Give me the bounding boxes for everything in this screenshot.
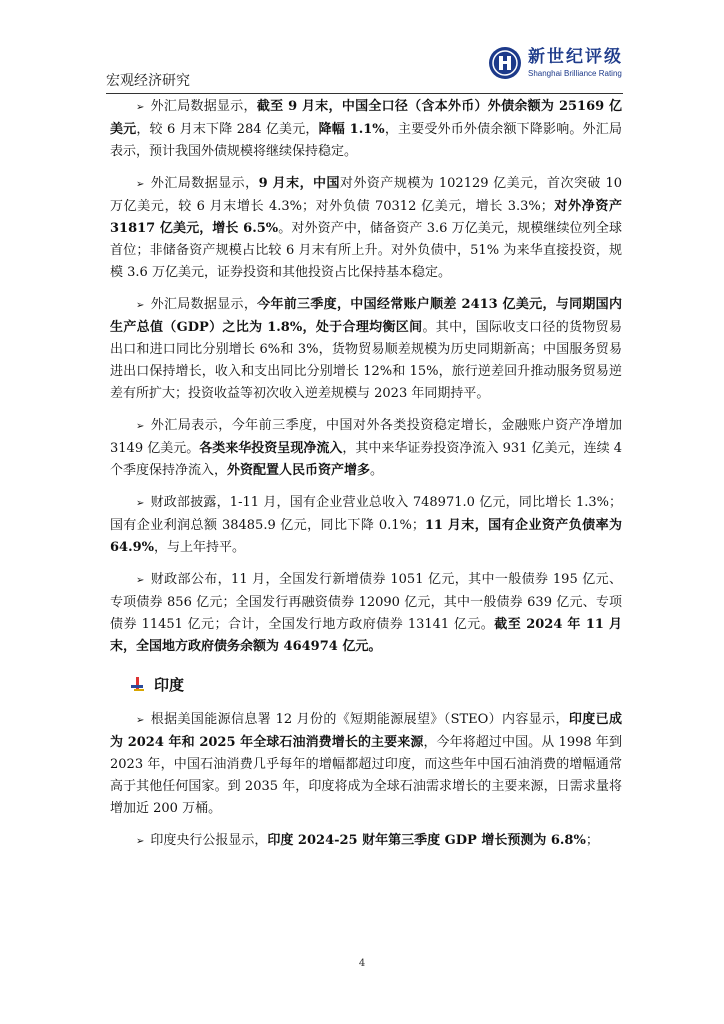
body-text: 外汇局表示，今年前三季度，中国对外各类投资稳定增长，金融账户资产净增加 3149 亿美元。 (110, 418, 622, 456)
emphasis-text: 截至 9 月末，中国全口径（含本外币）外债余额为 25169 亿美元 (110, 99, 622, 137)
bullet-paragraph (110, 294, 622, 405)
emphasis-text: 11 月末，国有企业资产负债率为 64.9% (110, 518, 622, 555)
body-text: ，今年将超过中国。从 1998 年到 2023 年，中国石油消费几乎每年的增幅都超过印度，而这些年中国石油消费的增幅通常高于其他任何国家。到 2035 年，印度将成为全球石油需求增长的主要来源，日需求量将增加近 200 万桶。 (110, 735, 622, 816)
emphasis-text: 印度已成为 2024 年和 2025 年全球石油消费增长的主要来源 (110, 712, 622, 750)
arrow-bullet-icon: ➢ (136, 498, 145, 509)
logo-english-name: Shanghai Brilliance Rating (528, 68, 622, 78)
body-text: ； (585, 833, 599, 848)
body-text: 根据美国能源信息署 12 月份的《短期能源展望》（STEO）内容显示， (150, 712, 569, 727)
china-paragraphs (110, 96, 622, 658)
arrow-bullet-icon: ➢ (136, 715, 145, 726)
section-heading-india (130, 674, 622, 695)
arrow-bullet-icon: ➢ (136, 102, 145, 113)
emphasis-text: 降幅 1.1% (318, 122, 385, 137)
bullet-paragraph (110, 492, 622, 559)
bullet-paragraph (110, 830, 622, 853)
arrow-bullet-icon: ➢ (136, 575, 145, 586)
bullet-paragraph (110, 415, 622, 482)
header-divider (106, 93, 623, 94)
page-header (106, 46, 623, 94)
emphasis-text: 印度 2024-25 财年第三季度 GDP 增长预测为 6.8% (267, 833, 586, 848)
page-number: 4 (358, 958, 366, 969)
emphasis-text: 外资配置人民币资产增多 (227, 463, 371, 478)
arrow-bullet-icon: ➢ (136, 836, 145, 847)
body-text: 对外资产规模为 102129 亿美元，首次突破 10 万亿美元，较 6 月末增长 4.3%；对外负债 70312 亿美元，增长 3.3%； (110, 176, 622, 214)
body-text: 。 (370, 463, 384, 478)
section-marker-icon (130, 677, 146, 693)
body-text: 外汇局数据显示， (150, 176, 259, 191)
body-text: 印度央行公报显示， (150, 833, 268, 848)
arrow-bullet-icon: ➢ (136, 421, 145, 432)
section-heading-label: 印度 (154, 676, 185, 694)
bullet-paragraph (110, 96, 622, 163)
bullet-paragraph (110, 709, 622, 820)
main-content (110, 96, 622, 863)
emphasis-text: 各类来华投资呈现净流入 (199, 441, 343, 456)
brilliance-logo-icon (488, 46, 522, 80)
bullet-paragraph (110, 569, 622, 658)
section-title: 宏观经济研究 (106, 73, 190, 89)
body-text: ，其中来华证券投资净流入 931 亿美元，连续 4 个季度保持净流入， (110, 441, 623, 478)
body-text: 。对外资产中，储备资产 3.6 万亿美元，规模继续位列全球首位；非储备资产规模占比较 6 月末有所上升。对外负债中，51% 为来华直接投资，规模 3.6 万亿美元，证券投资和其他投资占比保持基本稳定。 (110, 221, 622, 280)
body-text: 外汇局数据显示， (150, 297, 258, 312)
body-text: ，较 6 月末下降 284 亿美元， (136, 122, 319, 137)
body-text: ，与上年持平。 (154, 540, 246, 555)
body-text: 。其中，国际收支口径的货物贸易出口和进口同比分别增长 6%和 3%，货物贸易顺差规模为历史同期新高；中国服务贸易进出口保持增长，收入和支出同比分别增长 12%和 15%，旅行逆差回升推动服务贸易逆差有所扩大；投资收益等初次收入逆差规模与 2023 年同期持平。 (110, 320, 622, 401)
bullet-paragraph (110, 173, 622, 284)
arrow-bullet-icon: ➢ (136, 179, 145, 190)
arrow-bullet-icon: ➢ (136, 300, 145, 311)
emphasis-text: 9 月末，中国 (258, 176, 340, 191)
emphasis-text: 对外净资产 31817 亿美元，增长 6.5% (110, 199, 622, 236)
india-paragraphs (110, 709, 622, 853)
body-text: 财政部披露，1-11 月，国有企业营业总收入 748971.0 亿元，同比增长 1.3%；国有企业利润总额 38485.9 亿元，同比下降 0.1%； (110, 495, 622, 533)
body-text: ，主要受外币外债余额下降影响。外汇局表示，预计我国外债规模将继续保持稳定。 (110, 122, 622, 159)
emphasis-text: 今年前三季度，中国经常账户顺差 2413 亿美元，与同期国内生产总值（GDP）之比为 1.8%，处于合理均衡区间 (110, 297, 622, 335)
emphasis-text: 截至 2024 年 11 月末，全国地方政府债务余额为 464974 亿元。 (110, 617, 622, 654)
logo (488, 46, 623, 80)
body-text: 外汇局数据显示， (150, 99, 257, 114)
logo-chinese-name: 新世纪评级 (528, 46, 623, 67)
body-text: 财政部公布，11 月，全国发行新增债券 1051 亿元，其中一般债券 195 亿元、专项债券 856 亿元；全国发行再融资债券 12090 亿元，其中一般债券 639 亿元、专项债券 11451 亿元；合计，全国发行地方政府债券 13141 亿元。 (110, 572, 622, 632)
